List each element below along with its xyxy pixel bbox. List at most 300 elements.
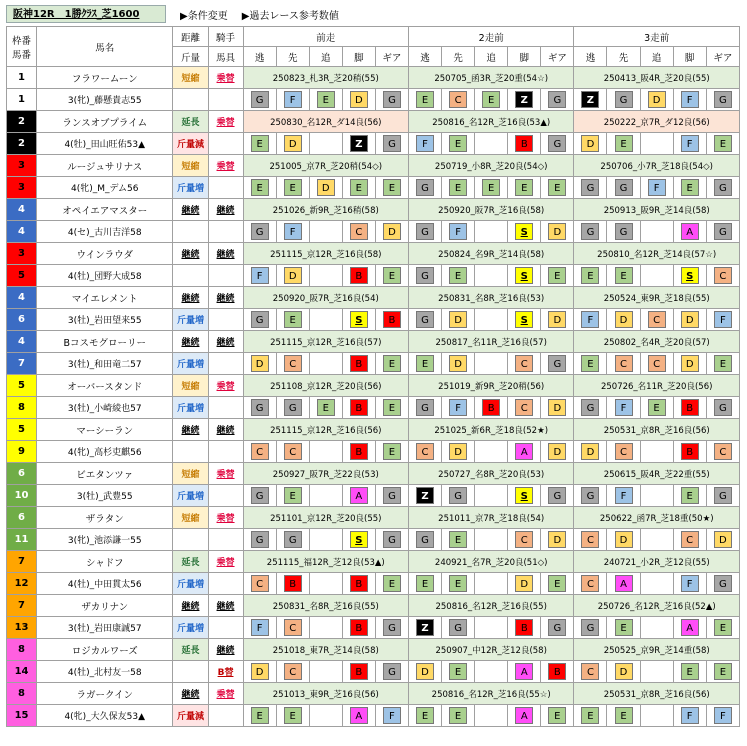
race-label-3[interactable]: 250622_函7R_芝18重(50★) <box>574 507 740 529</box>
race-label-1[interactable]: 250920_阪7R_芝16良(54) <box>243 287 408 309</box>
grade-cell <box>475 573 508 595</box>
grade-cell <box>607 89 640 111</box>
grade-badge: G <box>615 223 633 240</box>
grade-cell <box>408 529 441 551</box>
distance-change-tag: 継続 <box>173 419 208 441</box>
horse-info: 4(牡)_団野大成58 <box>37 265 173 287</box>
horse-name[interactable]: ウインラウダ <box>37 243 173 265</box>
race-label-2[interactable]: 251025_新6R_芝18良(52★) <box>408 419 573 441</box>
grade-badge: E <box>383 267 401 284</box>
race-label-3[interactable]: 250802_名4R_芝20良(57) <box>574 331 740 353</box>
grade-badge <box>482 266 500 283</box>
grade-badge: C <box>681 531 699 548</box>
grade-badge: B <box>515 135 533 152</box>
gear-change-tag <box>208 573 243 595</box>
grade-badge: A <box>615 575 633 592</box>
grade-badge: G <box>416 399 434 416</box>
race-label-3[interactable]: 250615_阪4R_芝22重(55) <box>574 463 740 485</box>
grade-badge: E <box>714 355 732 372</box>
race-label-2[interactable]: 250816_名12R_芝16良(53▲) <box>408 111 573 133</box>
grade-cell <box>574 661 607 683</box>
race-label-1[interactable]: 251115_京12R_芝16良(58) <box>243 243 408 265</box>
grade-cell <box>706 397 739 419</box>
grade-badge: F <box>681 91 699 108</box>
grade-badge: S <box>515 223 533 240</box>
grade-cell <box>442 705 475 727</box>
grade-cell <box>276 529 309 551</box>
grade-badge: D <box>515 575 533 592</box>
jockey-change-tag: 継続 <box>208 419 243 441</box>
grade-cell <box>706 309 739 331</box>
waku-number: 1 <box>7 67 37 89</box>
grade-cell <box>640 529 673 551</box>
grade-cell <box>309 89 342 111</box>
condition-change-link[interactable]: ▶条件変更 <box>180 10 228 22</box>
grade-cell <box>508 573 541 595</box>
grade-badge: F <box>251 267 269 284</box>
grade-cell <box>508 177 541 199</box>
table-row <box>7 111 740 133</box>
grade-badge: E <box>548 179 566 196</box>
grade-badge: B <box>681 443 699 460</box>
grade-badge: E <box>548 267 566 284</box>
grade-badge: E <box>383 179 401 196</box>
grade-badge: D <box>615 531 633 548</box>
grade-cell <box>673 265 706 287</box>
race-label-3[interactable]: 250706_小7R_芝18良(54◇) <box>574 155 740 177</box>
race-label-2[interactable]: 250727_名8R_芝20良(53) <box>408 463 573 485</box>
grade-cell <box>607 485 640 507</box>
horse-info: 4(牡)_北村友一58 <box>37 661 173 683</box>
race-label-1[interactable]: 251101_京12R_芝20良(55) <box>243 507 408 529</box>
grade-badge: G <box>581 179 599 196</box>
distance-change-tag: 延長 <box>173 639 208 661</box>
horse-name[interactable]: ラガークイン <box>37 683 173 705</box>
grade-cell <box>408 397 441 419</box>
col-sub-1-4: 脚 <box>342 47 375 67</box>
gear-change-tag <box>208 309 243 331</box>
race-label-3[interactable]: 250222_京7R_ダ12良(56) <box>574 111 740 133</box>
race-label-1[interactable]: 250823_札3R_芝20稍(55) <box>243 67 408 89</box>
race-label-3[interactable]: 250524_東9R_芝18良(55) <box>574 287 740 309</box>
gear-change-tag <box>208 529 243 551</box>
grade-badge: F <box>284 91 302 108</box>
horse-info: 3(牡)_岩田望来55 <box>37 309 173 331</box>
grade-cell <box>408 265 441 287</box>
race-label-3[interactable]: 250413_阪4R_芝20良(55) <box>574 67 740 89</box>
col-sub-1-1: 逃 <box>243 47 276 67</box>
grade-cell <box>673 661 706 683</box>
table-row <box>7 331 740 353</box>
grade-cell <box>508 309 541 331</box>
grade-badge: G <box>383 135 401 152</box>
grade-badge: E <box>284 707 302 724</box>
distance-change-tag: 短縮 <box>173 463 208 485</box>
horse-info: 3(牡)_岩田康誠57 <box>37 617 173 639</box>
grade-badge: E <box>581 267 599 284</box>
waku-number: 7 <box>7 551 37 573</box>
grade-badge: D <box>581 443 599 460</box>
grade-badge <box>482 486 500 503</box>
grade-cell <box>309 309 342 331</box>
grade-badge: C <box>251 575 269 592</box>
horse-name[interactable]: ザラタン <box>37 507 173 529</box>
jockey-change-tag: 乗替 <box>208 683 243 705</box>
grade-cell <box>541 221 574 243</box>
grade-cell <box>442 353 475 375</box>
grade-cell <box>442 529 475 551</box>
grade-cell <box>276 353 309 375</box>
race-label-2[interactable]: 250705_函3R_芝20重(54☆) <box>408 67 573 89</box>
grade-cell <box>673 617 706 639</box>
table-row <box>7 639 740 661</box>
grade-badge: F <box>581 311 599 328</box>
weight-change-tag <box>173 661 208 683</box>
grade-badge: E <box>714 619 732 636</box>
grade-badge <box>482 618 500 635</box>
grade-badge: G <box>581 399 599 416</box>
race-label-2[interactable]: 250719_小8R_芝20良(54◇) <box>408 155 573 177</box>
race-label-3[interactable]: 250810_名12R_芝14良(57☆) <box>574 243 740 265</box>
grade-cell <box>673 353 706 375</box>
horse-name[interactable]: シャドフ <box>37 551 173 573</box>
grade-badge: E <box>383 575 401 592</box>
waku-number: 4 <box>7 199 37 221</box>
grade-cell <box>243 661 276 683</box>
umaban-number: 1 <box>7 89 37 111</box>
grade-badge: E <box>350 179 368 196</box>
horse-name[interactable]: ザカリナン <box>37 595 173 617</box>
grade-cell <box>508 529 541 551</box>
grade-cell <box>475 177 508 199</box>
grade-badge: E <box>581 355 599 372</box>
grade-badge: G <box>548 135 566 152</box>
table-row <box>7 243 740 265</box>
grade-cell <box>276 485 309 507</box>
grade-cell <box>243 529 276 551</box>
table-row <box>7 419 740 441</box>
race-label-1[interactable]: 251115_京12R_芝16良(56) <box>243 419 408 441</box>
grade-cell <box>342 705 375 727</box>
grade-badge <box>317 134 335 151</box>
grade-badge: D <box>317 179 335 196</box>
grade-cell <box>342 265 375 287</box>
race-label-2[interactable]: 250920_阪7R_芝16良(58) <box>408 199 573 221</box>
weight-change-tag: 斤量増 <box>173 485 208 507</box>
distance-change-tag: 短縮 <box>173 375 208 397</box>
gear-change-tag <box>208 89 243 111</box>
horse-name[interactable]: マーシーラン <box>37 419 173 441</box>
grade-badge: E <box>548 575 566 592</box>
grade-badge: E <box>251 707 269 724</box>
jockey-change-tag: 乗替 <box>208 463 243 485</box>
col-sub-2-2: 先 <box>442 47 475 67</box>
grade-cell <box>574 265 607 287</box>
horse-info: 3(牡)_小崎綾也57 <box>37 397 173 419</box>
weight-change-tag: 斤量増 <box>173 177 208 199</box>
grade-cell <box>640 89 673 111</box>
grade-badge: B <box>350 355 368 372</box>
col-sub-1-2: 先 <box>276 47 309 67</box>
grade-cell <box>508 661 541 683</box>
grade-badge: C <box>581 575 599 592</box>
race-label-3[interactable]: 240721_小2R_芝12良(55) <box>574 551 740 573</box>
waku-number: 8 <box>7 639 37 661</box>
race-label-2[interactable]: 251011_京7R_芝18良(54) <box>408 507 573 529</box>
grade-badge: F <box>648 179 666 196</box>
weight-change-tag: 斤量増 <box>173 573 208 595</box>
table-row <box>7 177 740 199</box>
jockey-change-tag: 乗替 <box>208 375 243 397</box>
grade-cell <box>673 485 706 507</box>
horse-name[interactable]: ランスオブプライム <box>37 111 173 133</box>
distance-change-tag: 短縮 <box>173 155 208 177</box>
grade-badge: Z <box>515 91 533 108</box>
race-label-1[interactable]: 251018_東7R_芝14良(58) <box>243 639 408 661</box>
grade-cell <box>541 265 574 287</box>
table-row <box>7 221 740 243</box>
col-race3: 3走前 <box>574 27 740 47</box>
grade-cell <box>243 89 276 111</box>
gear-change-tag <box>208 133 243 155</box>
grade-cell <box>475 397 508 419</box>
grade-badge: G <box>581 487 599 504</box>
horse-name[interactable]: Bコスモグローリー <box>37 331 173 353</box>
grade-cell <box>276 441 309 463</box>
grade-cell <box>243 309 276 331</box>
grade-cell <box>574 177 607 199</box>
grade-cell <box>309 221 342 243</box>
grade-badge: G <box>615 91 633 108</box>
grade-cell <box>706 89 739 111</box>
horse-name[interactable]: オペイエアマスター <box>37 199 173 221</box>
waku-number: 5 <box>7 375 37 397</box>
grade-badge: B <box>515 619 533 636</box>
grade-cell <box>243 133 276 155</box>
grade-badge: G <box>284 531 302 548</box>
grade-cell <box>442 177 475 199</box>
grade-cell <box>607 265 640 287</box>
grade-badge: E <box>449 179 467 196</box>
grade-cell <box>673 309 706 331</box>
grade-cell <box>342 529 375 551</box>
race-label-2[interactable]: 250816_名12R_芝16良(55☆) <box>408 683 573 705</box>
race-label-1[interactable]: 250927_阪7R_芝22良(53) <box>243 463 408 485</box>
grade-badge: D <box>648 91 666 108</box>
race-label-3[interactable]: 250525_京9R_芝14重(58) <box>574 639 740 661</box>
grade-cell <box>342 397 375 419</box>
grade-badge: G <box>416 223 434 240</box>
table-row <box>7 661 740 683</box>
grade-badge <box>648 530 666 547</box>
grade-badge: E <box>449 135 467 152</box>
grade-cell <box>408 133 441 155</box>
race-label-3[interactable]: 250913_阪9R_芝14良(58) <box>574 199 740 221</box>
grade-cell <box>309 617 342 639</box>
gear-change-tag <box>208 353 243 375</box>
grade-badge: G <box>251 487 269 504</box>
race-label-3[interactable]: 250726_名12R_芝16良(52▲) <box>574 595 740 617</box>
grade-badge: G <box>581 619 599 636</box>
grade-badge: B <box>681 399 699 416</box>
grade-badge: G <box>449 619 467 636</box>
race-label-1[interactable]: 251108_京12R_芝20良(56) <box>243 375 408 397</box>
distance-change-tag: 継続 <box>173 595 208 617</box>
grade-cell <box>541 617 574 639</box>
grade-cell <box>442 397 475 419</box>
table-row <box>7 705 740 727</box>
race-label-1[interactable]: 251005_京7R_芝20稍(54◇) <box>243 155 408 177</box>
grade-badge: B <box>350 443 368 460</box>
grade-cell <box>243 617 276 639</box>
grade-cell <box>673 89 706 111</box>
grade-cell <box>673 529 706 551</box>
grade-cell <box>574 89 607 111</box>
grade-cell <box>276 661 309 683</box>
race-label-3[interactable]: 250531_京8R_芝16良(56) <box>574 683 740 705</box>
race-label-1[interactable]: 250831_名8R_芝16良(55) <box>243 595 408 617</box>
grade-badge: F <box>416 135 434 152</box>
grade-badge: G <box>416 531 434 548</box>
table-row <box>7 353 740 375</box>
grade-cell <box>508 705 541 727</box>
umaban-number: 3 <box>7 177 37 199</box>
grade-cell <box>408 309 441 331</box>
grade-badge: B <box>383 311 401 328</box>
grade-cell <box>508 397 541 419</box>
grade-cell <box>408 705 441 727</box>
grade-badge <box>482 574 500 591</box>
distance-change-tag: 延長 <box>173 111 208 133</box>
race-label-2[interactable]: 250817_名11R_芝16良(57) <box>408 331 573 353</box>
grade-cell <box>342 573 375 595</box>
horse-name[interactable]: ルージュサリナス <box>37 155 173 177</box>
grade-cell <box>541 353 574 375</box>
grade-badge: F <box>383 707 401 724</box>
grade-badge: C <box>251 443 269 460</box>
race-label-2[interactable]: 250824_名9R_芝14良(58) <box>408 243 573 265</box>
grade-badge: D <box>284 267 302 284</box>
grade-cell <box>375 705 408 727</box>
grade-badge: G <box>251 311 269 328</box>
horse-name[interactable]: フラワームーン <box>37 67 173 89</box>
past-race-reference-link[interactable]: ▶過去レース参考数値 <box>241 10 339 22</box>
grade-badge: E <box>548 707 566 724</box>
gear-change-tag <box>208 397 243 419</box>
grade-badge: F <box>615 487 633 504</box>
race-label-2[interactable]: 250816_名12R_芝16良(55) <box>408 595 573 617</box>
grade-cell <box>508 221 541 243</box>
grade-badge <box>317 574 335 591</box>
race-label-2[interactable]: 250831_名8R_芝16良(53) <box>408 287 573 309</box>
grade-badge <box>648 442 666 459</box>
race-label-1[interactable]: 251013_東9R_芝16良(56) <box>243 683 408 705</box>
grade-cell <box>574 353 607 375</box>
grade-badge: D <box>416 663 434 680</box>
grade-badge <box>317 310 335 327</box>
col-sub-3-2: 先 <box>607 47 640 67</box>
grade-cell <box>309 485 342 507</box>
grade-cell <box>342 441 375 463</box>
waku-number: 8 <box>7 683 37 705</box>
grade-cell <box>375 221 408 243</box>
grade-cell <box>375 309 408 331</box>
weight-change-tag: 斤量増 <box>173 309 208 331</box>
horse-info: 3(牝)_池添謙一55 <box>37 529 173 551</box>
grade-cell <box>243 353 276 375</box>
table-row <box>7 375 740 397</box>
horse-info: 4(セ)_古川吉洋58 <box>37 221 173 243</box>
grade-cell <box>475 89 508 111</box>
grade-cell <box>607 353 640 375</box>
grade-badge <box>648 266 666 283</box>
grade-cell <box>574 617 607 639</box>
grade-badge: A <box>681 223 699 240</box>
grade-badge: E <box>615 135 633 152</box>
race-label-1[interactable]: 251026_新9R_芝16稍(58) <box>243 199 408 221</box>
table-row <box>7 463 740 485</box>
grade-badge: A <box>515 707 533 724</box>
grade-cell <box>508 485 541 507</box>
grade-badge: E <box>284 487 302 504</box>
col-sub-2-4: 脚 <box>508 47 541 67</box>
grade-badge: C <box>648 311 666 328</box>
grade-badge <box>317 354 335 371</box>
grade-badge: C <box>284 355 302 372</box>
race-label-2[interactable]: 250907_中12R_芝12良(58) <box>408 639 573 661</box>
umaban-number: 7 <box>7 353 37 375</box>
race-label-1[interactable]: 250830_名12R_ダ14良(56) <box>243 111 408 133</box>
race-label-2[interactable]: 240921_名7R_芝20良(51◇) <box>408 551 573 573</box>
grade-cell <box>541 705 574 727</box>
grade-cell <box>442 265 475 287</box>
grade-cell <box>276 617 309 639</box>
race-label-3[interactable]: 250531_京8R_芝16良(56) <box>574 419 740 441</box>
grade-badge: F <box>284 223 302 240</box>
umaban-number: 15 <box>7 705 37 727</box>
gear-change-tag <box>208 221 243 243</box>
race-label-1[interactable]: 251115_京12R_芝16良(57) <box>243 331 408 353</box>
horse-name[interactable]: マイエレメント <box>37 287 173 309</box>
race-label-3[interactable]: 250726_名11R_芝20良(56) <box>574 375 740 397</box>
table-row <box>7 573 740 595</box>
grade-badge: E <box>648 399 666 416</box>
grade-badge: C <box>581 663 599 680</box>
grade-cell <box>673 397 706 419</box>
grade-badge: E <box>449 707 467 724</box>
distance-change-tag: 継続 <box>173 287 208 309</box>
weight-change-tag <box>173 529 208 551</box>
grade-badge <box>317 442 335 459</box>
horse-name[interactable]: ロジカルワーズ <box>37 639 173 661</box>
grade-cell <box>475 265 508 287</box>
race-label-2[interactable]: 251019_新9R_芝20稍(56) <box>408 375 573 397</box>
table-row <box>7 89 740 111</box>
umaban-number: 13 <box>7 617 37 639</box>
col-sub-2-5: ギア <box>541 47 574 67</box>
horse-name[interactable]: ビエタンツァ <box>37 463 173 485</box>
grade-badge <box>648 618 666 635</box>
grade-cell <box>640 617 673 639</box>
grade-badge <box>482 706 500 723</box>
grade-badge: D <box>449 311 467 328</box>
horse-name[interactable]: オーバースタンド <box>37 375 173 397</box>
race-title: 阪神12R 1勝ｸﾗｽ_芝1600 <box>6 5 166 23</box>
race-label-1[interactable]: 251115_福12R_芝12良(53▲) <box>243 551 408 573</box>
jockey-change-tag: 乗替 <box>208 507 243 529</box>
grade-badge: Z <box>416 619 434 636</box>
grade-badge: D <box>449 443 467 460</box>
